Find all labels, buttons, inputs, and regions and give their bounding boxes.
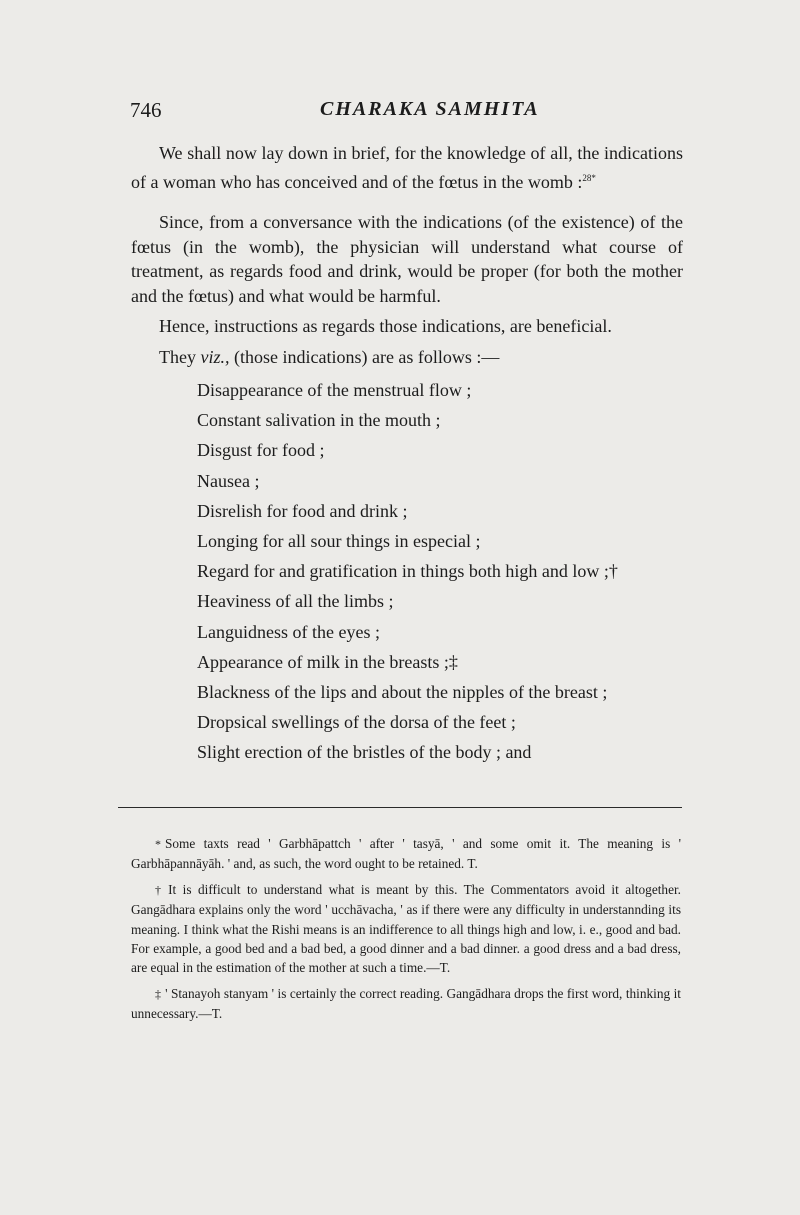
footnote xyxy=(131,880,681,978)
list-item: Disrelish for food and drink ; xyxy=(197,500,408,521)
paragraph-they-prefix: They xyxy=(159,346,201,367)
footnote-ref: 28* xyxy=(582,172,596,183)
paragraph-they-viz: viz., xyxy=(200,346,230,367)
footnote-text: ' Stanayoh stanyam ' is certainly the correct reading. Gangādhara drops the first word, thinking it unnecessary.—T. xyxy=(131,985,681,1022)
paragraph-they xyxy=(131,345,683,370)
list-item: Constant salivation in the mouth ; xyxy=(197,410,441,431)
page-number: 746 xyxy=(130,98,162,122)
paragraph-hence: Hence, instructions as regards those indications, are beneficial. xyxy=(159,316,612,336)
list-item: Longing for all sour things in especial ; xyxy=(197,530,481,551)
list-item: Disgust for food ; xyxy=(197,440,325,461)
indications-list xyxy=(197,375,683,767)
footnote-mark: † xyxy=(155,882,165,897)
page-header xyxy=(130,98,682,128)
list-item: Blackness of the lips and about the nipples of the breast ; xyxy=(197,681,608,702)
list-item: Disappearance of the menstrual flow ; xyxy=(197,380,472,400)
paragraph-conversance: Since, from a conversance with the indications (of the existence) of the fœtus (in the womb), the physician will understand what course of treatment, as regards food and drink, would be proper (for both the mother and the fœtus) and what would be harmful. xyxy=(131,212,683,306)
paragraph-intro xyxy=(131,141,683,194)
list-item: Heaviness of all the limbs ; xyxy=(197,591,394,612)
list-item: Nausea ; xyxy=(197,470,260,491)
footnote xyxy=(131,984,681,1024)
footnotes xyxy=(131,834,681,1024)
footnote-mark: * xyxy=(155,837,161,851)
list-item: Appearance of milk in the breasts ;‡ xyxy=(197,651,458,672)
footnote xyxy=(131,834,681,874)
list-item: Regard for and gratification in things both high and low ;† xyxy=(197,561,618,582)
footnote-text: It is difficult to understand what is meant by this. The Commentators avoid it altogether. Gangādhara explains only the word ' ucchāvacha, ' as if there were any difficulty in understannding its meaning. I think what the Rishi means is an indifference to all things high and low, i. e., good and bad. For example, a good bed and a bad bed, a good dinner and a bad dinner. a good dress and a bad dress, are equal in the estimation of the mother at such a time.—T. xyxy=(131,881,681,976)
list-item: Languidness of the eyes ; xyxy=(197,621,380,642)
running-title: CHARAKA SAMHITA xyxy=(320,98,540,120)
main-text xyxy=(131,141,683,767)
footnote-divider xyxy=(118,807,682,808)
list-item: Slight erection of the bristles of the body ; and xyxy=(197,742,532,763)
footnote-mark: ‡ xyxy=(155,986,162,1001)
footnote-text: Some taxts read ' Garbhāpattch ' after ' tasyā, ' and some omit it. The meaning is ' Garbhāpannāyāh. ' and, as such, the word ought to be retained. T. xyxy=(131,836,681,872)
paragraph-intro-text: We shall now lay down in brief, for the knowledge of all, the indications of a woman who has conceived and of the fœtus in the womb : xyxy=(131,143,683,192)
paragraph-they-rest: (those indications) are as follows :— xyxy=(229,346,500,367)
list-item: Dropsical swellings of the dorsa of the feet ; xyxy=(197,712,516,733)
